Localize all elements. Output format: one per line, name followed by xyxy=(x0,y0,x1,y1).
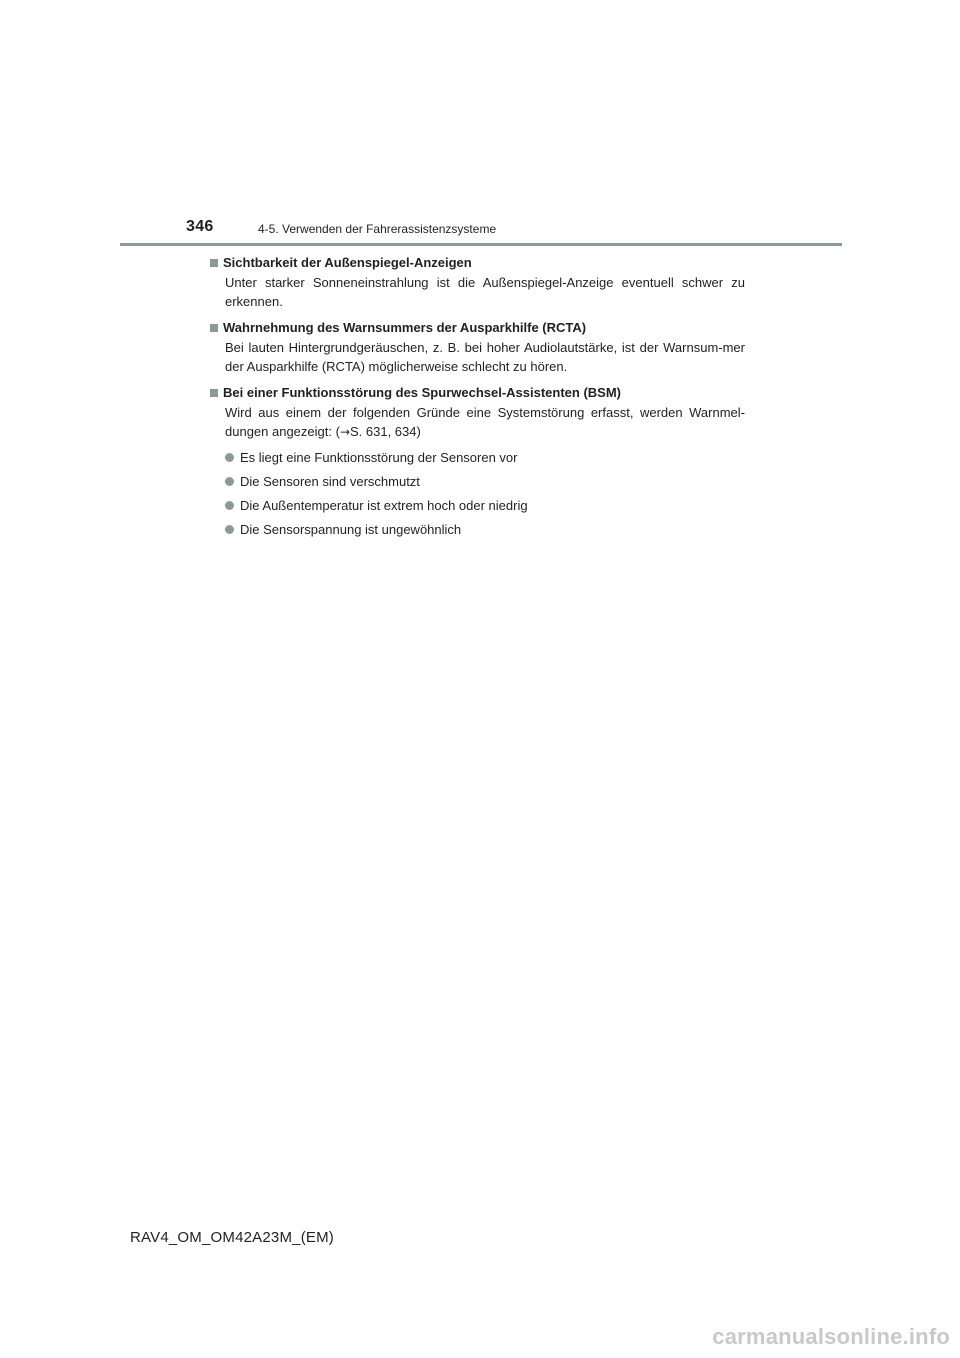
list-item xyxy=(225,448,745,467)
paragraph-text: Wird aus einem der folgenden Gründe eine Systemstörung erfasst, werden Warnmel-dungen angezeigt: ( xyxy=(225,405,745,439)
section-heading-text: Wahrnehmung des Warnsummers der Ausparkhilfe (RCTA) xyxy=(223,320,587,335)
section-heading-text: Bei einer Funktionsstörung des Spurwechsel-Assistenten (BSM) xyxy=(223,385,622,400)
header-divider xyxy=(120,243,842,246)
section-heading xyxy=(210,318,745,337)
section-title: 4-5. Verwenden der Fahrerassistenzsysteme xyxy=(258,222,497,236)
section-paragraph xyxy=(225,403,745,442)
circle-bullet-icon xyxy=(225,477,234,486)
watermark: carmanualsonline.info xyxy=(712,1324,950,1349)
arrow-right-icon: → xyxy=(339,425,350,439)
section-bsm-malfunction xyxy=(210,383,745,539)
square-bullet-icon xyxy=(210,389,218,397)
list-item-text: Die Sensoren sind verschmutzt xyxy=(240,474,420,489)
circle-bullet-icon xyxy=(225,525,234,534)
document-code: RAV4_OM_OM42A23M_(EM) xyxy=(130,1229,334,1246)
section-paragraph: Bei lauten Hintergrundgeräuschen, z. B. bei hoher Audiolautstärke, ist der Warnsum-mer der Ausparkhilfe (RCTA) möglicherweise schlecht zu hören. xyxy=(225,340,745,374)
page-number: 346 xyxy=(186,218,214,235)
section-rcta-buzzer xyxy=(210,318,745,376)
section-paragraph: Unter starker Sonneneinstrahlung ist die Außenspiegel-Anzeige eventuell schwer zu erkennen. xyxy=(225,275,745,309)
list-item xyxy=(225,520,745,539)
page-content xyxy=(210,253,745,546)
section-heading-text: Sichtbarkeit der Außenspiegel-Anzeigen xyxy=(223,255,472,270)
section-heading xyxy=(210,253,745,272)
section-heading xyxy=(210,383,745,402)
list-item-text: Es liegt eine Funktionsstörung der Sensoren vor xyxy=(240,450,518,465)
list-item-text: Die Sensorspannung ist ungewöhnlich xyxy=(240,522,462,537)
list-item xyxy=(225,472,745,491)
list-item xyxy=(225,496,745,515)
section-mirror-visibility xyxy=(210,253,745,311)
circle-bullet-icon xyxy=(225,453,234,462)
bullet-list xyxy=(225,448,745,539)
page-reference-link[interactable]: S. 631, 634) xyxy=(350,424,421,439)
square-bullet-icon xyxy=(210,324,218,332)
list-item-text: Die Außentemperatur ist extrem hoch oder niedrig xyxy=(240,498,528,513)
circle-bullet-icon xyxy=(225,501,234,510)
square-bullet-icon xyxy=(210,259,218,267)
